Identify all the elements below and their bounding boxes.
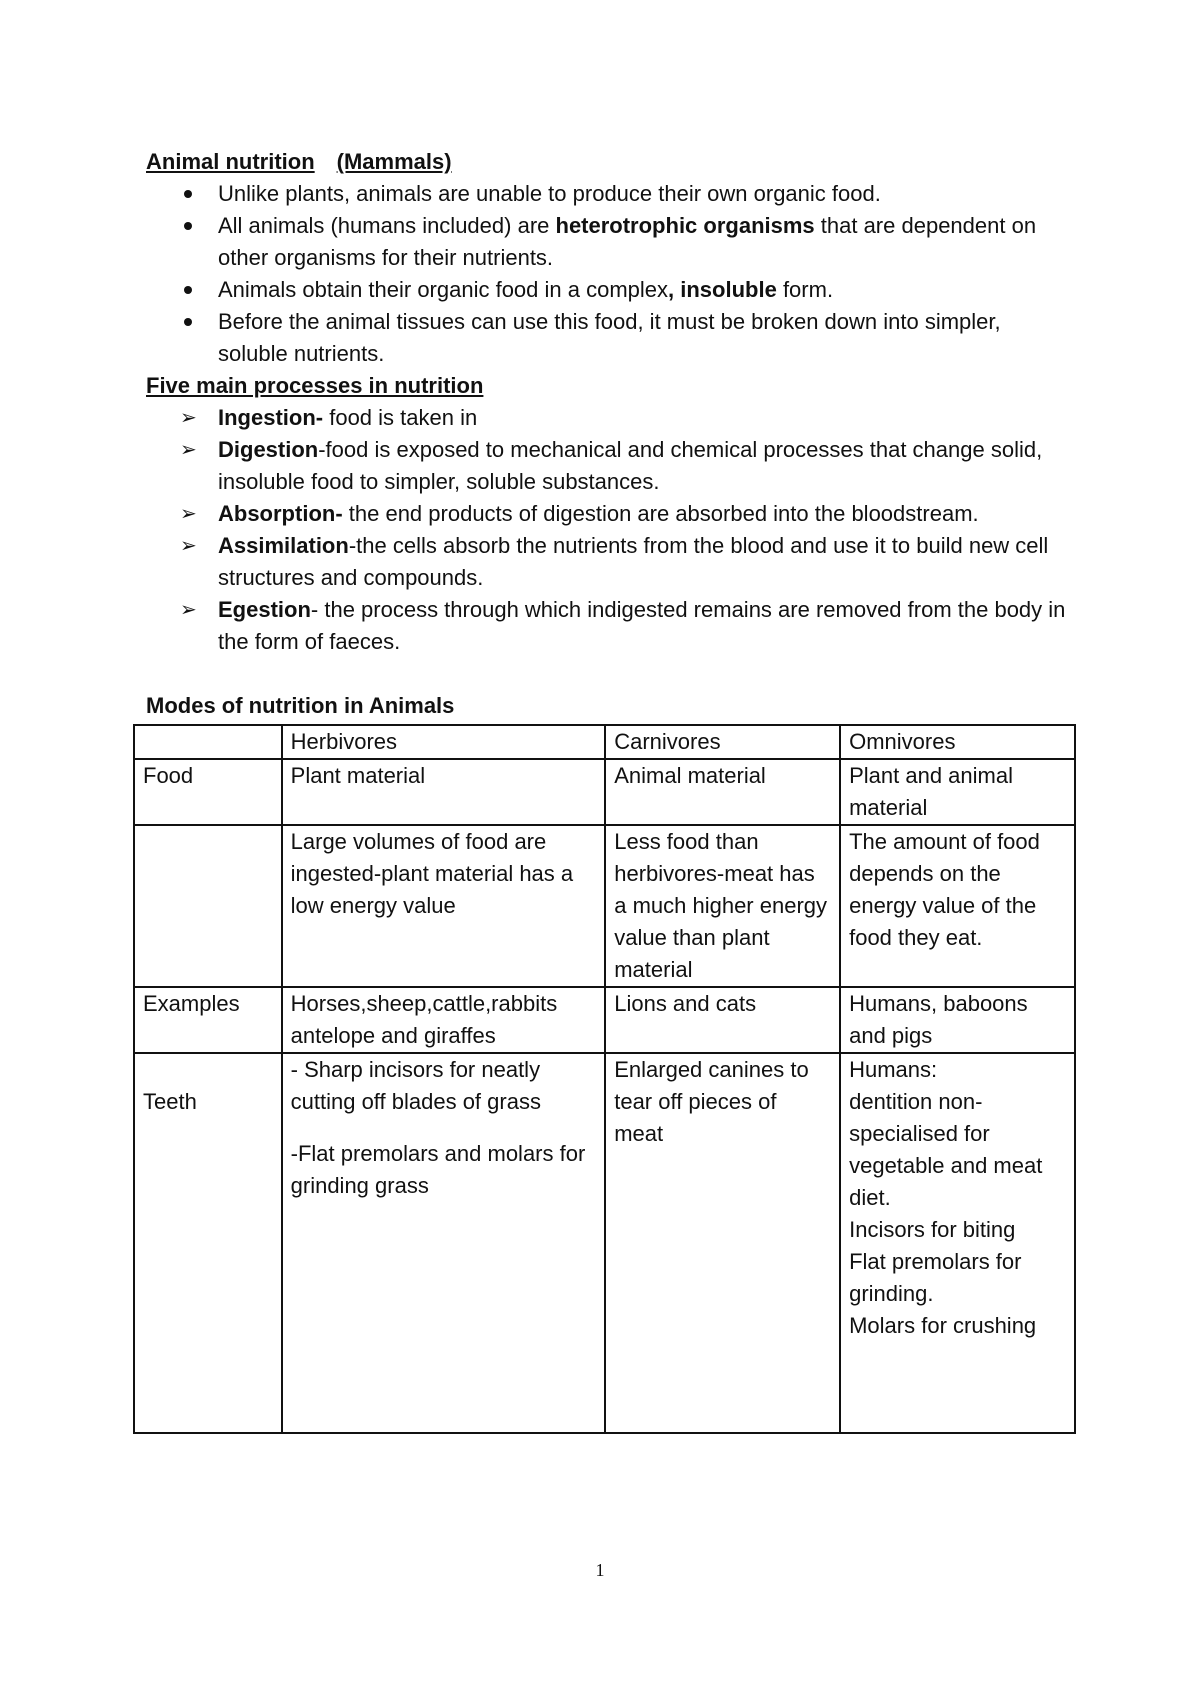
table-header-row — [134, 725, 1075, 759]
bullet-text: Unlike plants, animals are unable to produce their own organic food. — [218, 181, 881, 206]
teeth-omni-line: dentition non-specialised for vegetable and meat diet. — [849, 1089, 1043, 1210]
cell-food-carnivores: Animal material — [605, 759, 840, 825]
row-label-teeth: Teeth — [143, 1089, 197, 1114]
process-item — [146, 530, 1076, 594]
table-row-teeth — [134, 1053, 1075, 1433]
cell-teeth-herbivores — [282, 1053, 606, 1433]
title-part2: (Mammals) — [336, 149, 452, 174]
process-item — [146, 434, 1076, 498]
title-part1: Animal nutrition — [146, 149, 315, 174]
bullet-item — [146, 274, 1076, 306]
process-item — [146, 498, 1076, 530]
arrow-bullet-icon: ➢ — [180, 439, 197, 461]
bullet-item — [146, 178, 1076, 210]
bullet-item — [146, 210, 1076, 274]
arrow-bullet-icon: ➢ — [180, 503, 197, 525]
cell-teeth-omnivores — [840, 1053, 1075, 1433]
cell-examples-omnivores: Humans, baboons and pigs — [840, 987, 1075, 1053]
page-number: 1 — [595, 1560, 605, 1580]
cell-amount-omnivores: The amount of food depends on the energy value of the food they eat. — [840, 825, 1075, 987]
process-desc: -the cells absorb the nutrients from the blood and use it to build new cell structures and compounds. — [218, 533, 1049, 590]
process-desc: -food is exposed to mechanical and chemical processes that change solid, insoluble food to simpler, soluble substances. — [218, 437, 1043, 494]
bullet-item — [146, 306, 1076, 370]
processes-list — [146, 402, 1076, 658]
intro-bullet-list — [146, 178, 1076, 370]
cell-food-herbivores: Plant material — [282, 759, 606, 825]
arrow-bullet-icon: ➢ — [180, 599, 197, 621]
bullet-bold: heterotrophic organisms — [555, 213, 815, 238]
row-label-teeth-cell — [134, 1053, 282, 1433]
row-label-amount — [134, 825, 282, 987]
bullet-text: All animals (humans included) are — [218, 213, 556, 238]
process-term: Absorption- — [218, 501, 343, 526]
cell-teeth-carnivores: Enlarged canines to tear off pieces of meat — [605, 1053, 840, 1433]
header-cell-carnivores: Carnivores — [605, 725, 840, 759]
page-title — [146, 146, 1076, 178]
bullet-text: Before the animal tissues can use this food, it must be broken down into simpler, soluble nutrients. — [218, 309, 1001, 366]
cell-amount-herbivores: Large volumes of food are ingested-plant material has a low energy value — [282, 825, 606, 987]
cell-examples-herbivores: Horses,sheep,cattle,rabbits antelope and giraffes — [282, 987, 606, 1053]
cell-amount-carnivores: Less food than herbivores-meat has a much higher energy value than plant material — [605, 825, 840, 987]
process-term: Egestion — [218, 597, 311, 622]
processes-heading: Five main processes in nutrition — [146, 373, 484, 398]
row-label-examples: Examples — [134, 987, 282, 1053]
document-page — [146, 146, 1076, 722]
header-cell-omnivores: Omnivores — [840, 725, 1075, 759]
process-desc: the end products of digestion are absorbed into the bloodstream. — [342, 501, 979, 526]
bullet-text: Animals obtain their organic food in a complex — [218, 277, 669, 302]
teeth-herb-molars: -Flat premolars and molars for grinding grass — [290, 1141, 586, 1198]
bullet-bold: , insoluble — [668, 277, 777, 302]
table-row-examples — [134, 987, 1075, 1053]
row-label-food: Food — [134, 759, 282, 825]
table-row-food — [134, 759, 1075, 825]
header-cell-empty — [134, 725, 282, 759]
teeth-omni-line: Humans: — [849, 1057, 938, 1082]
process-term: Ingestion- — [218, 405, 324, 430]
process-term: Assimilation — [218, 533, 349, 558]
bullet-text: that are dependent on other organisms for their nutrients. — [218, 213, 1037, 270]
process-desc: food is taken in — [323, 405, 478, 430]
process-item — [146, 402, 1076, 434]
cell-examples-carnivores: Lions and cats — [605, 987, 840, 1053]
bullet-text: form. — [776, 277, 834, 302]
process-item — [146, 594, 1076, 658]
teeth-omni-line: Incisors for biting — [849, 1217, 1016, 1242]
arrow-bullet-icon: ➢ — [180, 535, 197, 557]
teeth-omni-line: Flat premolars for grinding. — [849, 1249, 1022, 1306]
process-term: Digestion — [218, 437, 319, 462]
modes-heading: Modes of nutrition in Animals — [146, 693, 455, 718]
teeth-herb-incisors: - Sharp incisors for neatly cutting off blades of grass — [290, 1057, 541, 1114]
arrow-bullet-icon: ➢ — [180, 407, 197, 429]
header-cell-herbivores: Herbivores — [282, 725, 606, 759]
process-desc: - the process through which indigested remains are removed from the body in the form of faeces. — [218, 597, 1066, 654]
modes-table — [133, 724, 1076, 1434]
teeth-omni-line: Molars for crushing — [849, 1313, 1037, 1338]
cell-food-omnivores: Plant and animal material — [840, 759, 1075, 825]
table-row-amount — [134, 825, 1075, 987]
